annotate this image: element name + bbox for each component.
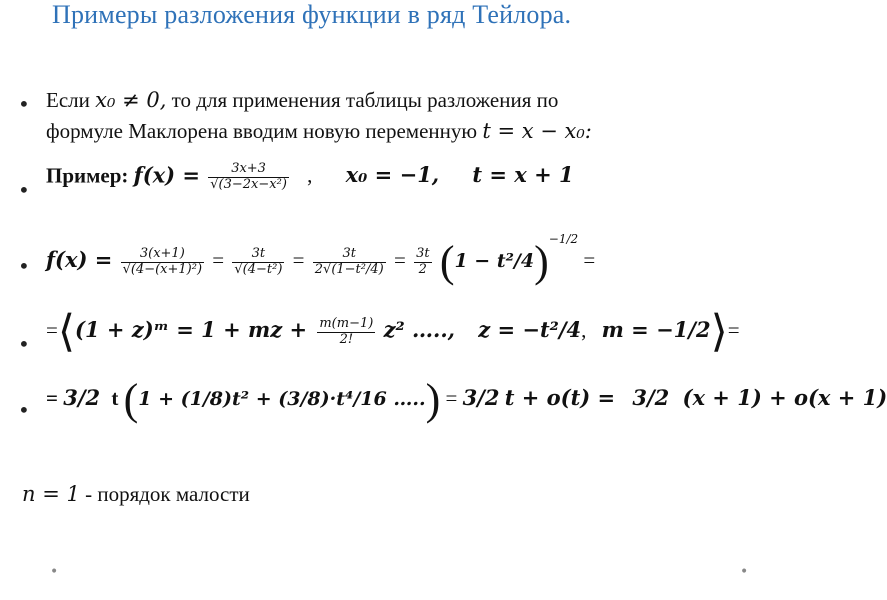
- t-variable: t: [111, 385, 119, 410]
- binomial-coefficient: [317, 317, 375, 348]
- example-line: [46, 162, 574, 193]
- fraction-denominator: √(4−t²): [234, 261, 283, 277]
- fraction-numerator: 3t: [416, 245, 430, 261]
- left-paren: (: [439, 237, 455, 287]
- t-definition: t = x + 1: [472, 162, 574, 188]
- x0-condition: x₀ ≠ 0,: [95, 88, 167, 112]
- coefficient: 3/2: [632, 384, 670, 410]
- condition-line-1: [46, 88, 558, 113]
- fraction-numerator: 3t: [251, 245, 266, 261]
- bullet-marker: •: [18, 254, 30, 278]
- slide-title: Примеры разложения функции в ряд Тейлора.: [52, 0, 572, 29]
- final-result: (x + 1) + o(x + 1): [682, 384, 887, 410]
- equals-sign: =: [727, 317, 740, 342]
- example-comma: ,: [307, 163, 313, 188]
- z-definition: z = −t²/4: [478, 316, 582, 342]
- fraction-denominator: 2√(1−t²/4): [314, 261, 384, 277]
- example-numerator: 3x+3: [231, 161, 266, 176]
- fraction-denominator: 2: [414, 262, 432, 278]
- equals-sign: =: [46, 317, 58, 342]
- fraction-numerator: 3t: [342, 245, 356, 261]
- step1-fraction-1: [121, 247, 204, 278]
- comma: ,: [581, 317, 587, 342]
- fraction-denominator: √(4−(x+1)²): [122, 261, 203, 277]
- equals-sign: =: [212, 248, 225, 272]
- right-angle: ⟩: [710, 307, 728, 356]
- step1-exponent: −1/2: [548, 232, 579, 246]
- if-text: Если: [46, 88, 96, 112]
- binomial-tail: z² …..,: [383, 316, 455, 342]
- corner-dot: •: [50, 564, 59, 580]
- equals-sign: =: [445, 385, 458, 410]
- corner-dot: •: [740, 564, 749, 580]
- equals-sign: =: [292, 248, 305, 272]
- step1-fraction-3: [313, 247, 386, 278]
- fraction-numerator: m(m−1): [319, 315, 374, 331]
- step1-bracket: 1 − t²/4: [454, 250, 535, 272]
- step3-result: t + o(t) =: [504, 384, 616, 410]
- right-paren: ): [534, 237, 549, 287]
- bullet-marker: •: [18, 92, 30, 116]
- coefficient: 3/2: [462, 384, 500, 410]
- substitution: t = x − x₀:: [482, 119, 592, 143]
- m-definition: m = −1/2: [601, 316, 711, 342]
- binomial-series: (1 + z)ᵐ = 1 + mz +: [75, 316, 315, 342]
- example-denominator: √(3−2x−x²): [210, 176, 287, 192]
- condition-middle: то для применения таблицы разложения по: [166, 88, 559, 112]
- left-paren: (: [123, 375, 139, 424]
- fraction-denominator: 2!: [317, 332, 375, 348]
- order-n: n = 1: [22, 482, 80, 506]
- left-angle: ⟨: [57, 307, 76, 356]
- right-paren: ): [425, 375, 441, 424]
- coefficient: 3/2: [63, 384, 101, 410]
- step3-line: [46, 375, 887, 424]
- equals-sign: =: [46, 385, 58, 410]
- x0-value: x₀ = −1,: [345, 162, 440, 188]
- maclaurin-text: формуле Маклорена вводим новую переменную: [46, 119, 483, 143]
- example-fx: f(x) =: [133, 162, 201, 188]
- bullet-marker: •: [18, 332, 30, 356]
- equals-sign: =: [583, 248, 596, 272]
- bullet-marker: •: [18, 398, 30, 422]
- example-label: Пример:: [46, 163, 129, 188]
- order-text: - порядок малости: [79, 482, 250, 506]
- step1-lhs: f(x) =: [46, 247, 113, 272]
- step1-line: [46, 232, 596, 287]
- condition-line-2: [46, 119, 592, 144]
- step3-bracket: 1 + (1/8)t² + (3/8)·t⁴/16 …..: [138, 387, 426, 410]
- step1-fraction-2: [232, 247, 284, 278]
- fraction-numerator: 3(x+1): [139, 245, 185, 261]
- example-fraction: [208, 162, 289, 193]
- equals-sign: =: [393, 248, 406, 272]
- order-note: [22, 482, 250, 507]
- step2-line: [46, 307, 740, 356]
- bullet-marker: •: [18, 178, 30, 202]
- step1-fraction-4: [414, 247, 432, 278]
